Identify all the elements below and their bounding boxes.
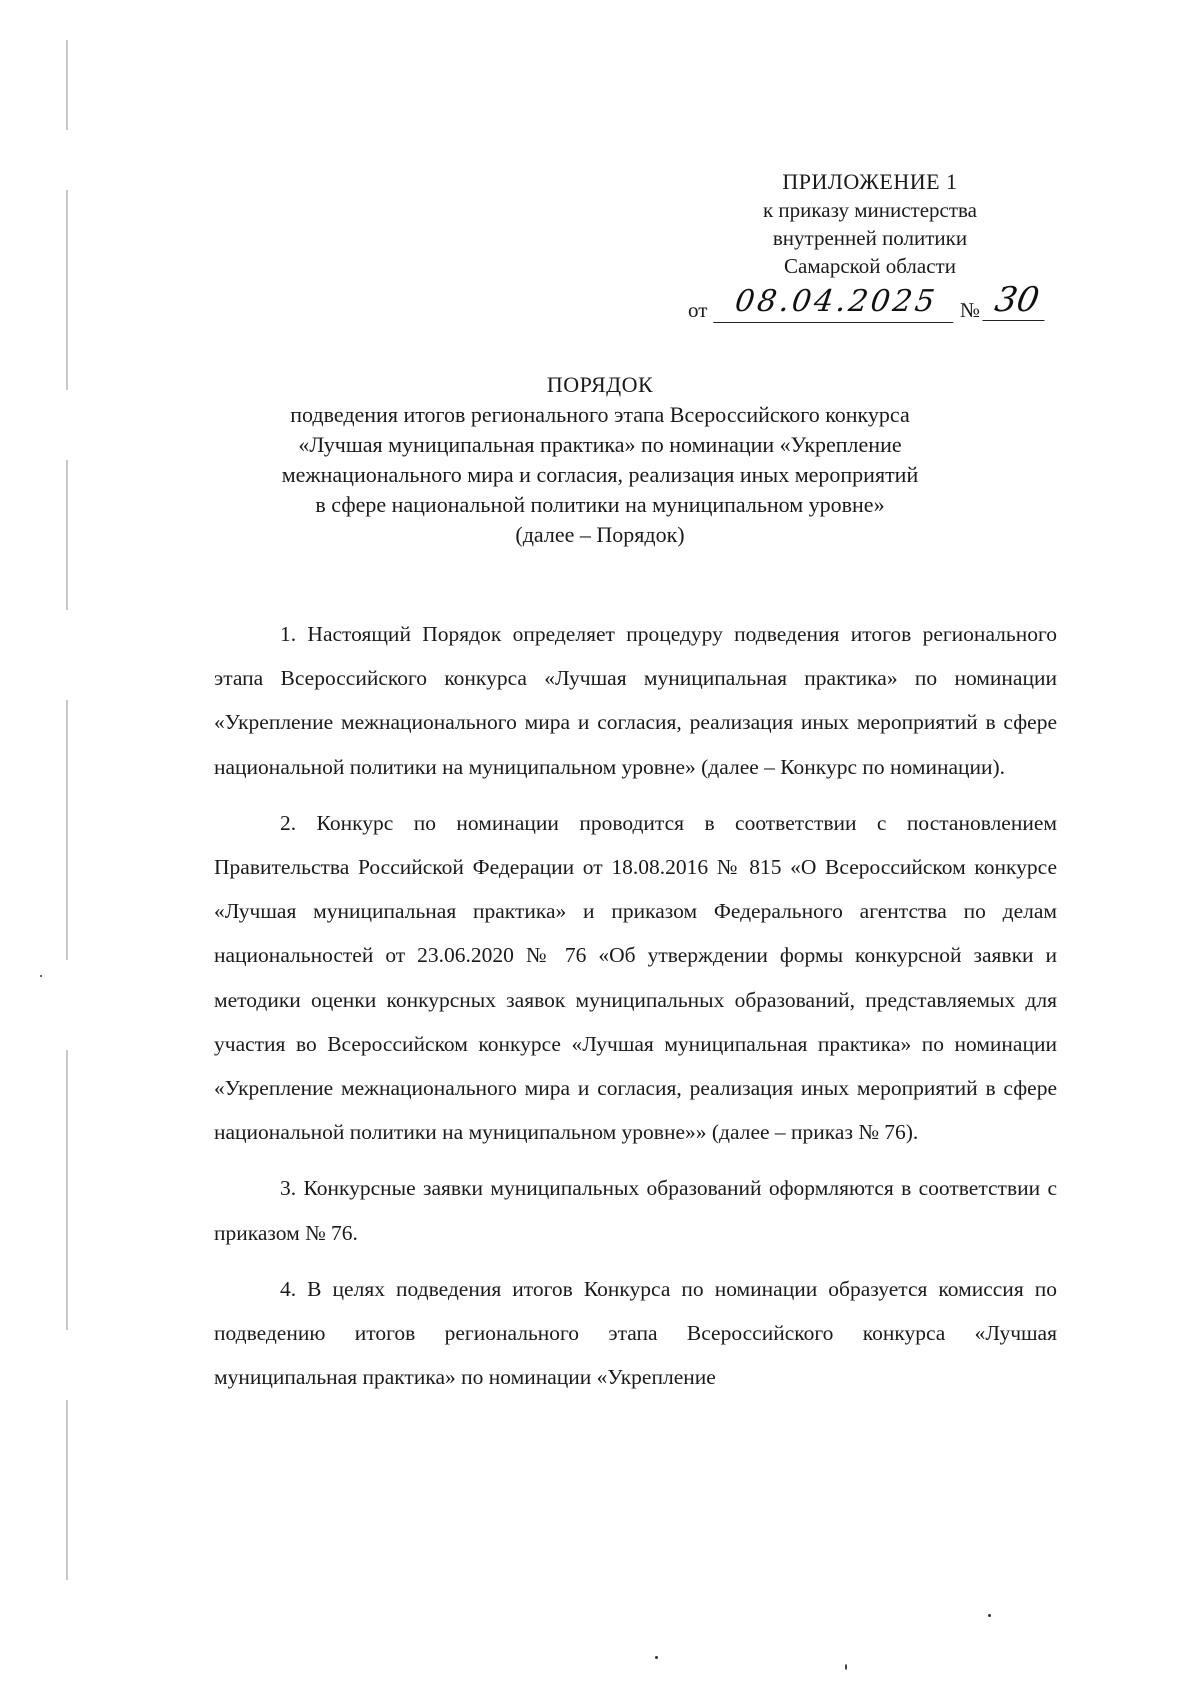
scan-edge-mark [66,190,68,390]
title-line: «Лучшая муниципальная практика» по номинации «Укрепление [298,432,902,457]
appendix-header [700,168,1040,280]
scan-edge-mark [66,40,68,130]
scan-edge-mark [66,700,68,960]
document-heading: ПОРЯДОК [546,372,654,397]
scan-speck [988,1614,991,1617]
scan-edge-mark [66,460,68,610]
order-date-number-line [688,280,1058,324]
paragraph-4: 4. В целях подведения итогов Конкурса по номинации образуется комиссия по подведению итогов регионального этапа Всероссийского конкурса «Лучшая муниципальная практика» по номинации «Укрепление [214,1276,1057,1390]
scan-speck [655,1656,658,1659]
appendix-line: Самарской области [784,254,956,278]
paragraph-1: 1. Настоящий Порядок определяет процедуру подведения итогов регионального этапа Всероссийского конкурса «Лучшая муниципальная практика» по номинации «Укрепление межнационального мира и согласия, реализация иных мероприятий в сфере национальной политики на муниципальном уровне» (далее – Конкурс по номинации). [214,622,1057,779]
handwritten-date: 08.04.2025 [713,284,958,323]
document-title [200,370,1000,550]
scan-edge-mark [66,1050,68,1330]
title-line: подведения итогов регионального этапа Всероссийского конкурса [290,402,910,427]
scan-speck [40,975,42,977]
appendix-line: внутренней политики [772,226,968,250]
paragraph-2: 2. Конкурс по номинации проводится в соответствии с постановлением Правительства Российской Федерации от 18.08.2016 № 815 «О Всероссийском конкурсе «Лучшая муниципальная практика» и приказом Федерального агентства по делам национальностей от 23.06.2020 № 76 «Об утверждении формы конкурсной заявки и методики оценки конкурсных заявок муниципальных образований, представляемых для участия во Всероссийском конкурсе «Лучшая муниципальная практика» по номинации «Укрепление межнационального мира и согласия, реализация иных мероприятий в сфере национальной политики на муниципальном уровне»» (далее – приказ № 76). [214,810,1057,1145]
handwritten-number: 30 [982,280,1051,321]
appendix-title: ПРИЛОЖЕНИЕ 1 [782,169,958,194]
appendix-line: к приказу министерства [762,198,978,222]
document-body [214,612,1057,1411]
title-line: в сфере национальной политики на муниципальном уровне» [315,492,885,517]
scan-edge-mark [66,1400,68,1580]
date-prefix: от [688,298,708,322]
title-line: (далее – Порядок) [515,522,685,547]
paragraph-3: 3. Конкурсные заявки муниципальных образований оформляются в соответствии с приказом № 76. [214,1176,1057,1245]
number-sign: № [960,298,981,322]
title-line: межнационального мира и согласия, реализация иных мероприятий [281,462,919,487]
scan-speck [845,1664,847,1670]
